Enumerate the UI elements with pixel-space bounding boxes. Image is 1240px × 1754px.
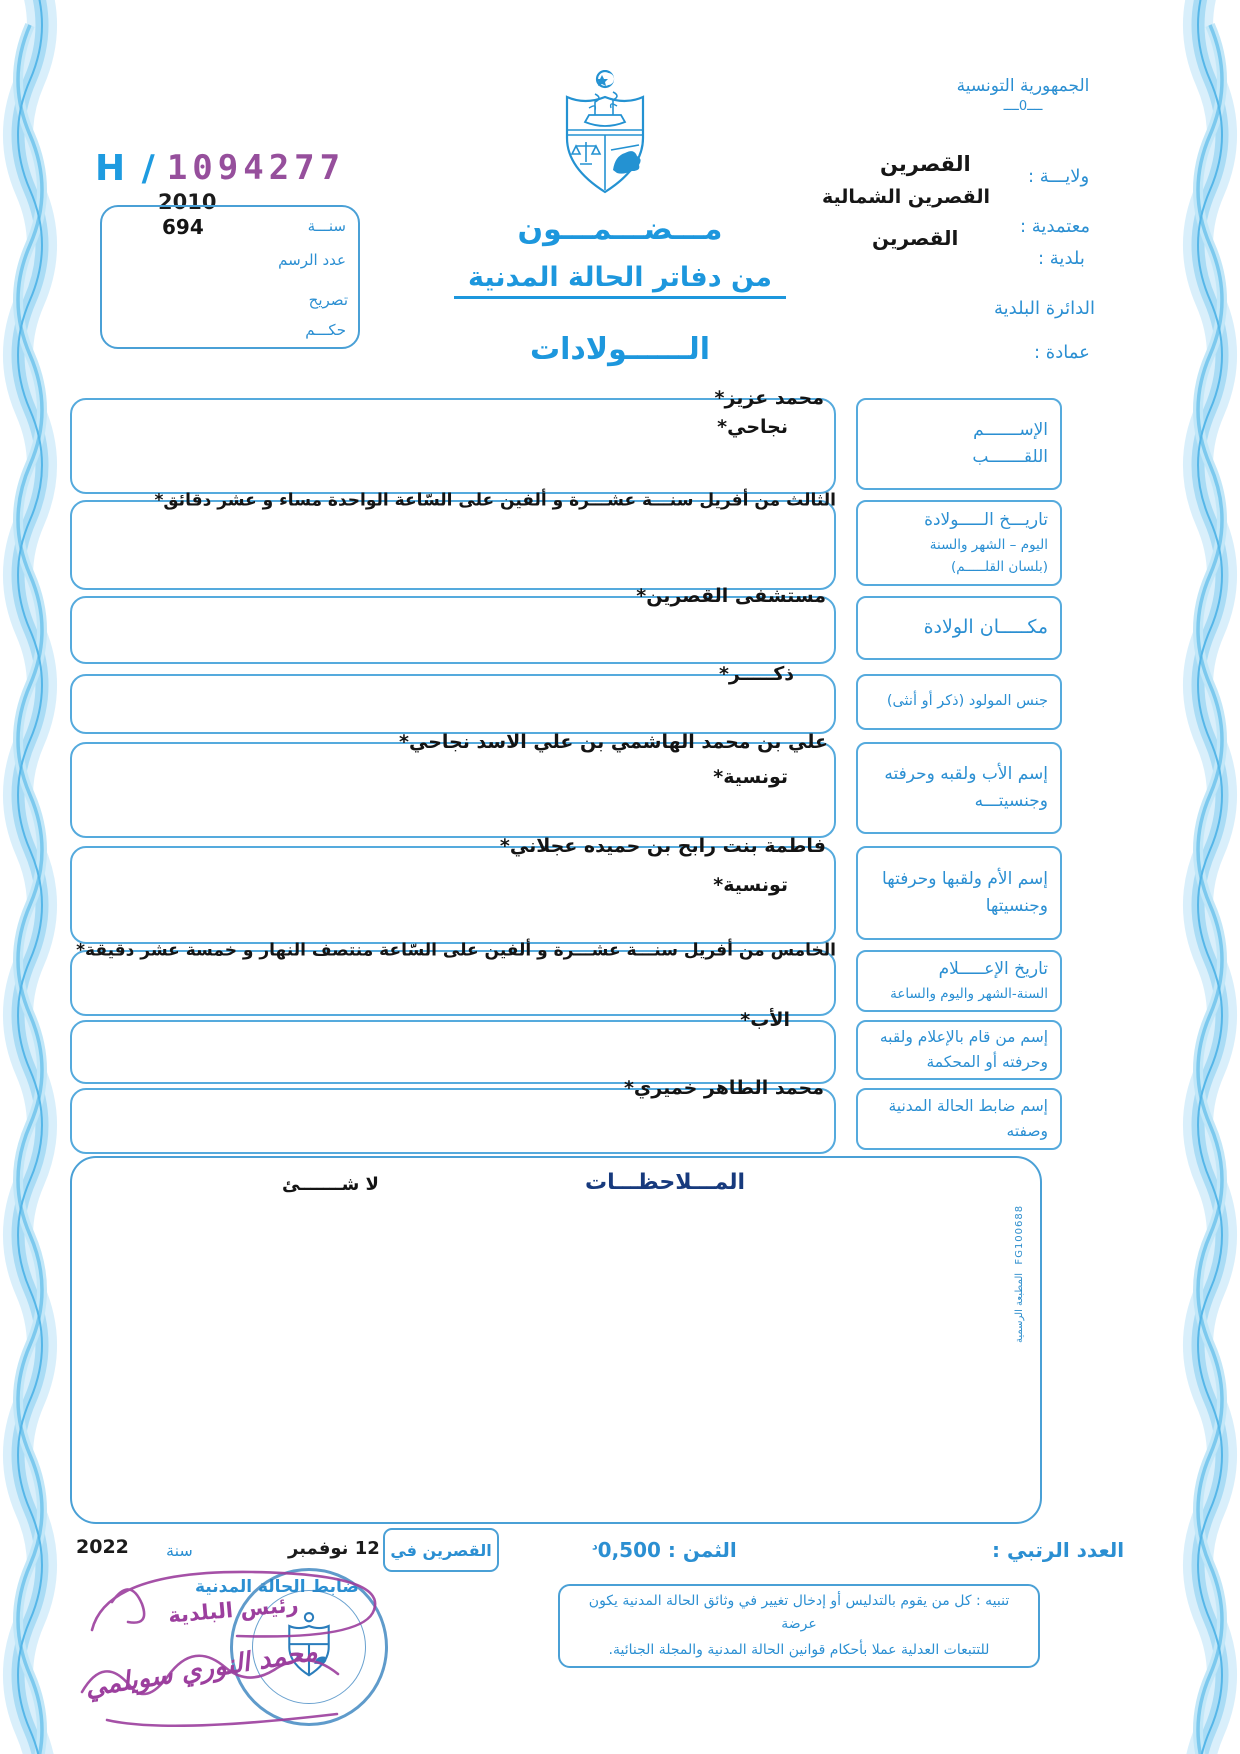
birth-place-value-box bbox=[70, 585, 836, 664]
price-value: 0,500 bbox=[597, 1538, 661, 1562]
record-judgment-label: حكـــم bbox=[305, 321, 346, 339]
field-row-birth-place bbox=[0, 585, 1240, 660]
document-title-line2: من دفاتر الحالة المدنية bbox=[454, 262, 786, 299]
warning-line-1: تنبيه : كل من يقوم بالتدليس أو إدخال تغيير في وثائق الحالة المدنية يكون عرضة bbox=[588, 1593, 1010, 1632]
sex-label: جنس المولود (ذكر أو أنثى) bbox=[886, 693, 1048, 710]
place-label: القصرين في bbox=[390, 1540, 492, 1560]
handwritten-signature-scrawl bbox=[52, 1542, 422, 1752]
field-row-name bbox=[0, 387, 1240, 490]
document-title-line3: الــــــولادات bbox=[529, 332, 711, 367]
birth-date-value-box bbox=[70, 490, 836, 590]
name-value-box bbox=[70, 387, 836, 494]
given-name-value: محمد عزيز* bbox=[714, 387, 824, 410]
father-label-1: إسم الأب ولقبه وحرفته bbox=[884, 764, 1048, 785]
officer-name-value: محمد الطاهر خميري* bbox=[623, 1077, 824, 1100]
officer-label-2: وصفته bbox=[1006, 1122, 1048, 1140]
sex-value: ذكـــــر* bbox=[718, 663, 794, 686]
issue-year-label: سنة bbox=[166, 1541, 193, 1560]
declaration-date-label: تاريخ الإعـــــلام bbox=[938, 959, 1048, 980]
record-declaration-label: تصريح bbox=[308, 291, 348, 309]
moatamadia-value: القصرين الشمالية bbox=[822, 186, 990, 208]
birth-date-label: تاريـــخ الـــــولادة bbox=[924, 510, 1048, 531]
birth-date-sublabel-2: (بلسان القلـــــم) bbox=[950, 559, 1048, 576]
declarant-value-box bbox=[70, 1009, 836, 1084]
serial-number-stamp bbox=[95, 148, 345, 189]
warning-box bbox=[558, 1584, 1040, 1668]
header-divider: ــــ0ــــ bbox=[1003, 99, 1043, 114]
declaration-date-value: الخامس من أفريل سنـــة عشـــرة و ألفين على السّاعة منتصف النهار و خمسة عشر دقيقة* bbox=[76, 940, 836, 961]
municipal-district-label: الدائرة البلدية bbox=[994, 298, 1096, 319]
serial-year: 2010 bbox=[158, 190, 217, 214]
surname-value: نجاحي* bbox=[717, 416, 788, 438]
moatamadia-label: معتمدية : bbox=[1020, 216, 1091, 237]
field-row-father bbox=[0, 731, 1240, 834]
document-title-line1: مـــضـــمـــون bbox=[517, 212, 723, 247]
officer-label-box bbox=[856, 1088, 1062, 1150]
printing-press-code: FG100688 bbox=[1014, 1205, 1025, 1265]
baladia-value: القصرين bbox=[872, 226, 959, 250]
remarks-box bbox=[70, 1156, 1042, 1524]
record-year-label: سنـــة bbox=[307, 217, 346, 235]
declaration-date-value-box bbox=[70, 940, 836, 1016]
declaration-date-sublabel: السنة-الشهر واليوم والساعة bbox=[890, 986, 1048, 1003]
printing-press-name: المطبعة الرسمية bbox=[1014, 1273, 1025, 1344]
remarks-title: المـــلاحظـــات bbox=[585, 1170, 746, 1195]
price-field bbox=[592, 1538, 737, 1562]
father-nationality-value: تونسية* bbox=[713, 766, 788, 788]
father-label-2: وجنسيتـــه bbox=[974, 791, 1048, 811]
signature-name-text: محمد النوري سويلمي bbox=[83, 1636, 320, 1704]
name-label-box bbox=[856, 398, 1062, 490]
officer-signature-label: ضابط الحالة المدنية bbox=[195, 1577, 359, 1597]
officer-label-1: إسم ضابط الحالة المدنية bbox=[888, 1097, 1048, 1116]
mother-label-2: وجنسيتها bbox=[985, 896, 1048, 916]
declarant-label-1: إسم من قام بالإعلام ولقبه bbox=[879, 1028, 1048, 1047]
name-label: الإســـــــم bbox=[973, 420, 1048, 441]
mother-value-box bbox=[70, 835, 836, 944]
declarant-label-2: وحرفته أو المحكمة bbox=[926, 1053, 1048, 1071]
wilaya-label: ولايـــة : bbox=[1028, 166, 1090, 187]
father-value-box bbox=[70, 731, 836, 838]
field-row-mother bbox=[0, 835, 1240, 940]
father-name-value: علي بن محمد الهاشمي بن علي الاسد نجاحي* bbox=[399, 731, 828, 754]
omada-label: عمادة : bbox=[1034, 342, 1090, 363]
birth-place-label-box bbox=[856, 596, 1062, 660]
father-label-box bbox=[856, 742, 1062, 834]
printing-press-note bbox=[1014, 1205, 1025, 1375]
field-row-declaration-date bbox=[0, 940, 1240, 1012]
warning-line-2: للتتبعات العدلية عملا بأحكام قوانين الحالة المدنية والمجلة الجنائية. bbox=[608, 1642, 990, 1659]
sex-value-box bbox=[70, 663, 836, 734]
officer-value-box bbox=[70, 1077, 836, 1154]
baladia-label: بلدية : bbox=[1038, 248, 1085, 269]
field-row-declarant bbox=[0, 1009, 1240, 1080]
issue-year-value: 2022 bbox=[76, 1536, 129, 1558]
field-row-officer bbox=[0, 1077, 1240, 1150]
birth-date-label-box bbox=[856, 500, 1062, 586]
mother-nationality-value: تونسية* bbox=[713, 874, 788, 896]
surname-label: اللقـــــــب bbox=[972, 447, 1048, 467]
declarant-label-box bbox=[856, 1020, 1062, 1080]
remarks-value: لا شـــــــئ bbox=[282, 1174, 379, 1195]
record-reference-box bbox=[100, 205, 360, 349]
sex-label-box bbox=[856, 674, 1062, 730]
serial-number: 1094277 bbox=[166, 148, 346, 188]
mother-label-box bbox=[856, 846, 1062, 940]
mother-name-value: فاطمة بنت رابح بن حميده عجلاني* bbox=[499, 835, 826, 858]
field-row-sex bbox=[0, 663, 1240, 730]
signature-role-text: رئيس البلدية bbox=[167, 1592, 300, 1628]
serial-prefix: H / bbox=[95, 148, 157, 189]
record-number-value: 694 bbox=[162, 215, 204, 239]
issue-date-value: 12 نوفمبر bbox=[288, 1538, 380, 1559]
birth-date-sublabel-1: اليوم – الشهر والسنة bbox=[929, 537, 1048, 554]
price-unit: د bbox=[592, 1539, 598, 1553]
record-number-label: عدد الرسم bbox=[278, 251, 346, 269]
declaration-date-label-box bbox=[856, 950, 1062, 1012]
birth-place-value: مستشفى القصرين* bbox=[636, 585, 826, 608]
wilaya-value: القصرين bbox=[880, 152, 971, 176]
tunisia-coat-of-arms bbox=[555, 70, 655, 205]
republic-title: الجمهورية التونسية bbox=[956, 76, 1090, 96]
mother-label-1: إسم الأم ولقبها وحرفتها bbox=[882, 869, 1048, 890]
declarant-value: الأب* bbox=[740, 1009, 790, 1032]
price-label: الثمن : bbox=[667, 1538, 737, 1562]
ordinal-number-label: العدد الرتبي : bbox=[992, 1538, 1125, 1562]
field-row-birth-date bbox=[0, 490, 1240, 586]
birth-date-value: الثالث من أفريل سنـــة عشـــرة و ألفين على السّاعة الواحدة مساء و عشر دقائق* bbox=[154, 490, 836, 511]
birth-place-label: مكـــــان الولادة bbox=[923, 616, 1048, 639]
